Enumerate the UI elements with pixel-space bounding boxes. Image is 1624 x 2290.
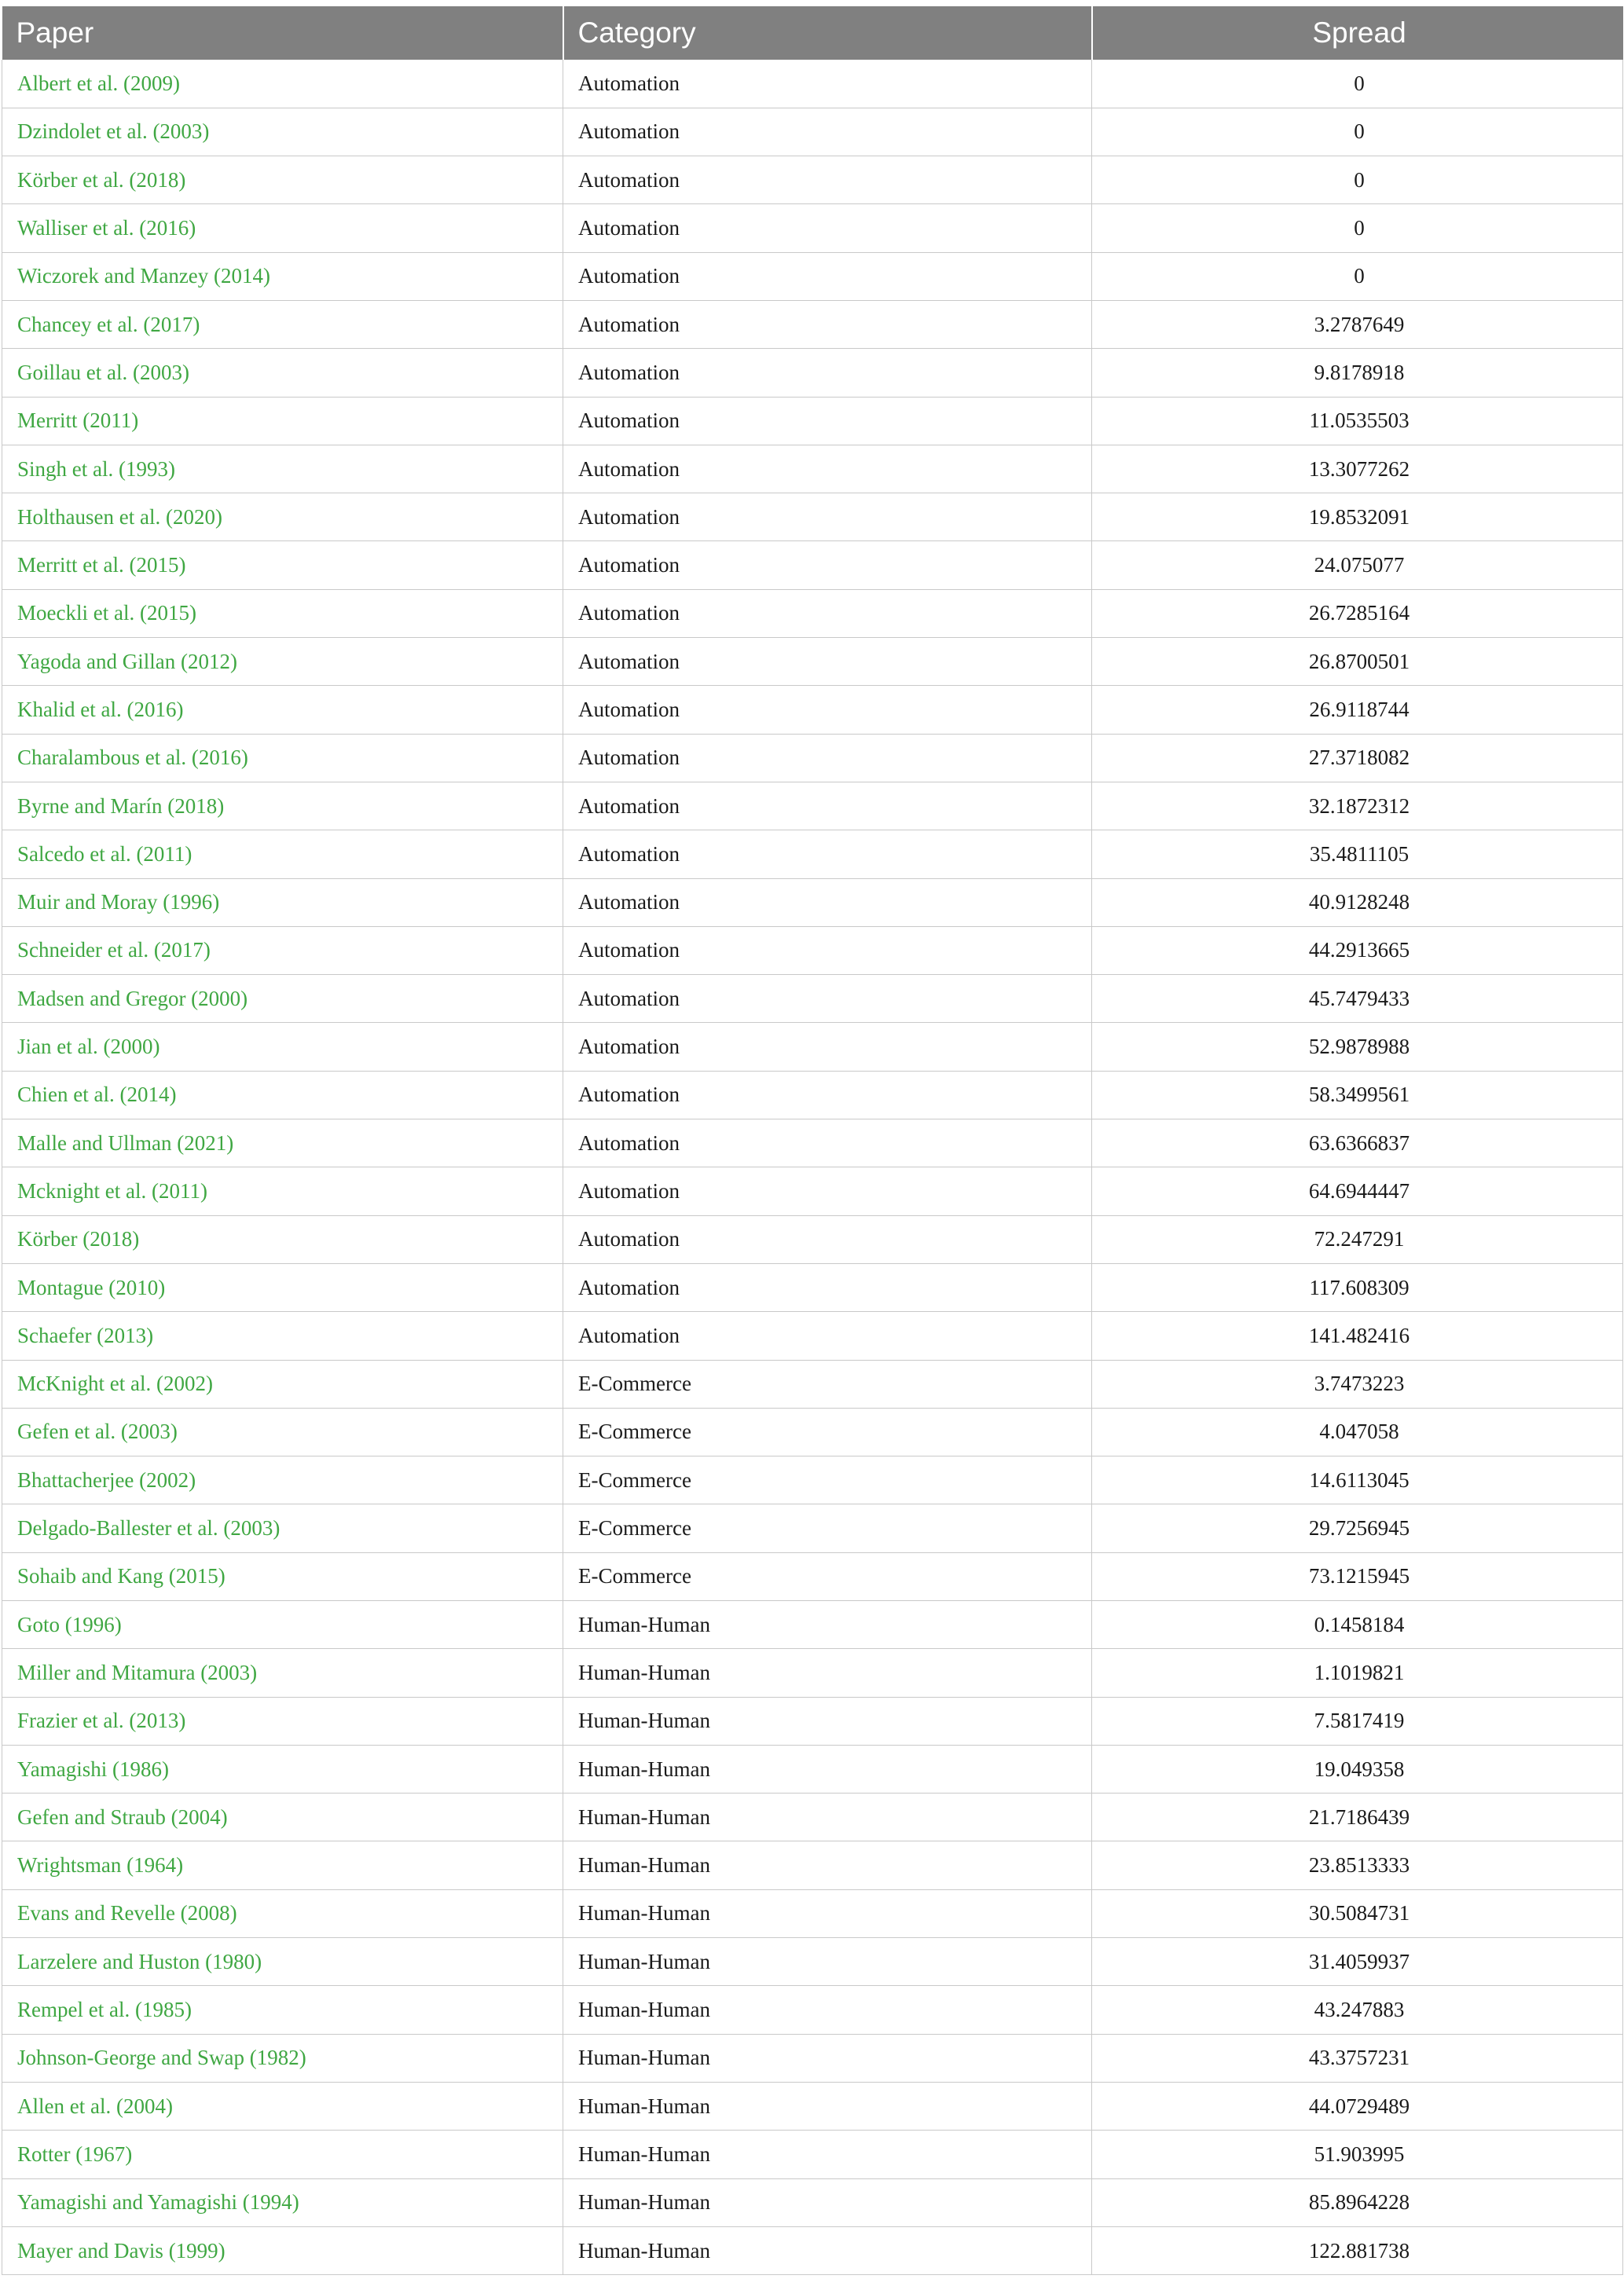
spread-value: 23.8513333 [1092, 1841, 1623, 1889]
category-cell: Automation [563, 108, 1092, 156]
category-cell: Automation [563, 975, 1092, 1023]
spread-value: 19.049358 [1092, 1745, 1623, 1793]
spread-value: 14.6113045 [1092, 1456, 1623, 1504]
spread-value: 58.3499561 [1092, 1071, 1623, 1119]
spread-value: 27.3718082 [1092, 734, 1623, 782]
column-header-category: Category [563, 6, 1092, 60]
paper-link[interactable]: Merritt et al. (2015) [2, 541, 563, 589]
table-row [2, 252, 1623, 300]
category-cell: Automation [563, 686, 1092, 734]
category-cell: Human-Human [563, 1841, 1092, 1889]
table-row [2, 300, 1623, 348]
spread-value: 44.2913665 [1092, 926, 1623, 974]
column-header-paper: Paper [2, 6, 563, 60]
table-row [2, 1408, 1623, 1456]
paper-link[interactable]: Miller and Mitamura (2003) [2, 1649, 563, 1697]
paper-link[interactable]: Frazier et al. (2013) [2, 1697, 563, 1745]
category-cell: Human-Human [563, 2082, 1092, 2130]
spread-value: 9.8178918 [1092, 349, 1623, 397]
table-row [2, 1071, 1623, 1119]
category-cell: Human-Human [563, 2034, 1092, 2082]
category-cell: Automation [563, 493, 1092, 541]
table-row [2, 108, 1623, 156]
spread-value: 40.9128248 [1092, 878, 1623, 926]
table-row [2, 1456, 1623, 1504]
paper-link[interactable]: Holthausen et al. (2020) [2, 493, 563, 541]
paper-link[interactable]: Goillau et al. (2003) [2, 349, 563, 397]
category-cell: Automation [563, 878, 1092, 926]
spread-value: 141.482416 [1092, 1312, 1623, 1360]
table-row [2, 589, 1623, 637]
table-body [2, 60, 1623, 2275]
table-row [2, 926, 1623, 974]
spread-value: 21.7186439 [1092, 1794, 1623, 1841]
table-row [2, 2131, 1623, 2178]
category-cell: Automation [563, 60, 1092, 108]
table-row [2, 349, 1623, 397]
table-row [2, 2034, 1623, 2082]
category-cell: Automation [563, 252, 1092, 300]
table-header [2, 6, 1623, 60]
paper-link[interactable]: Moeckli et al. (2015) [2, 589, 563, 637]
paper-link[interactable]: Madsen and Gregor (2000) [2, 975, 563, 1023]
table-row [2, 60, 1623, 108]
category-cell: Automation [563, 830, 1092, 878]
paper-link[interactable]: Allen et al. (2004) [2, 2082, 563, 2130]
category-cell: Human-Human [563, 1601, 1092, 1649]
table-row [2, 1360, 1623, 1408]
category-cell: Automation [563, 926, 1092, 974]
spread-value: 85.8964228 [1092, 2178, 1623, 2226]
table-row [2, 686, 1623, 734]
table-row [2, 1119, 1623, 1167]
spread-value: 3.7473223 [1092, 1360, 1623, 1408]
table-row [2, 1215, 1623, 1263]
paper-link[interactable]: Salcedo et al. (2011) [2, 830, 563, 878]
category-cell: Human-Human [563, 2226, 1092, 2274]
table-row [2, 2178, 1623, 2226]
spread-value: 63.6366837 [1092, 1119, 1623, 1167]
category-cell: Human-Human [563, 1938, 1092, 1986]
category-cell: Automation [563, 397, 1092, 445]
category-cell: E-Commerce [563, 1408, 1092, 1456]
paper-link[interactable]: Byrne and Marín (2018) [2, 782, 563, 830]
table-row [2, 1986, 1623, 2034]
spread-value: 51.903995 [1092, 2131, 1623, 2178]
category-cell: Automation [563, 156, 1092, 204]
spread-value: 26.8700501 [1092, 638, 1623, 686]
spread-value: 43.247883 [1092, 1986, 1623, 2034]
paper-link[interactable]: Schaefer (2013) [2, 1312, 563, 1360]
table-row [2, 445, 1623, 493]
paper-link[interactable]: Schneider et al. (2017) [2, 926, 563, 974]
spread-value: 0 [1092, 204, 1623, 252]
category-cell: Automation [563, 1263, 1092, 1311]
spread-value: 43.3757231 [1092, 2034, 1623, 2082]
spread-value: 30.5084731 [1092, 1889, 1623, 1937]
paper-link[interactable]: McKnight et al. (2002) [2, 1360, 563, 1408]
category-cell: E-Commerce [563, 1504, 1092, 1552]
category-cell: Human-Human [563, 2131, 1092, 2178]
spread-value: 122.881738 [1092, 2226, 1623, 2274]
table-row [2, 2226, 1623, 2274]
table-row [2, 493, 1623, 541]
table-row [2, 1745, 1623, 1793]
paper-link[interactable]: Sohaib and Kang (2015) [2, 1552, 563, 1600]
spread-value: 0 [1092, 156, 1623, 204]
paper-link[interactable]: Walliser et al. (2016) [2, 204, 563, 252]
category-cell: Human-Human [563, 1745, 1092, 1793]
table-row [2, 1601, 1623, 1649]
table-row [2, 1697, 1623, 1745]
paper-link[interactable]: Gefen and Straub (2004) [2, 1794, 563, 1841]
category-cell: Automation [563, 541, 1092, 589]
spread-value: 64.6944447 [1092, 1167, 1623, 1215]
category-cell: Automation [563, 1071, 1092, 1119]
paper-link[interactable]: Montague (2010) [2, 1263, 563, 1311]
category-cell: Automation [563, 204, 1092, 252]
paper-link[interactable]: Rempel et al. (1985) [2, 1986, 563, 2034]
category-cell: Automation [563, 1167, 1092, 1215]
table-row [2, 397, 1623, 445]
spread-value: 26.7285164 [1092, 589, 1623, 637]
category-cell: Automation [563, 445, 1092, 493]
spread-value: 0 [1092, 252, 1623, 300]
category-cell: Automation [563, 1119, 1092, 1167]
paper-link[interactable]: Wiczorek and Manzey (2014) [2, 252, 563, 300]
spread-value: 24.075077 [1092, 541, 1623, 589]
category-cell: Human-Human [563, 1794, 1092, 1841]
paper-link[interactable]: Körber et al. (2018) [2, 156, 563, 204]
table-row [2, 1649, 1623, 1697]
spread-value: 13.3077262 [1092, 445, 1623, 493]
paper-link[interactable]: Evans and Revelle (2008) [2, 1889, 563, 1937]
paper-link[interactable]: Yamagishi and Yamagishi (1994) [2, 2178, 563, 2226]
spread-value: 0 [1092, 108, 1623, 156]
spread-value: 7.5817419 [1092, 1697, 1623, 1745]
spread-value: 32.1872312 [1092, 782, 1623, 830]
paper-link[interactable]: Malle and Ullman (2021) [2, 1119, 563, 1167]
category-cell: Automation [563, 1215, 1092, 1263]
paper-link[interactable]: Bhattacherjee (2002) [2, 1456, 563, 1504]
paper-link[interactable]: Chancey et al. (2017) [2, 300, 563, 348]
category-cell: E-Commerce [563, 1552, 1092, 1600]
table-row [2, 1841, 1623, 1889]
table-row [2, 156, 1623, 204]
category-cell: Automation [563, 734, 1092, 782]
spread-value: 72.247291 [1092, 1215, 1623, 1263]
spread-value: 31.4059937 [1092, 1938, 1623, 1986]
table-row [2, 1504, 1623, 1552]
spread-value: 52.9878988 [1092, 1023, 1623, 1071]
paper-link[interactable]: Khalid et al. (2016) [2, 686, 563, 734]
paper-link[interactable]: Gefen et al. (2003) [2, 1408, 563, 1456]
header-row [2, 6, 1623, 60]
paper-link[interactable]: Dzindolet et al. (2003) [2, 108, 563, 156]
paper-link[interactable]: Chien et al. (2014) [2, 1071, 563, 1119]
paper-link[interactable]: Rotter (1967) [2, 2131, 563, 2178]
table-row [2, 878, 1623, 926]
paper-link[interactable]: Mcknight et al. (2011) [2, 1167, 563, 1215]
paper-link[interactable]: Albert et al. (2009) [2, 60, 563, 108]
paper-link[interactable]: Mayer and Davis (1999) [2, 2226, 563, 2274]
table-row [2, 1552, 1623, 1600]
table-row [2, 1263, 1623, 1311]
spread-value: 44.0729489 [1092, 2082, 1623, 2130]
table-row [2, 204, 1623, 252]
table-row [2, 638, 1623, 686]
table-row [2, 975, 1623, 1023]
paper-link[interactable]: Singh et al. (1993) [2, 445, 563, 493]
table-row [2, 830, 1623, 878]
spread-value: 73.1215945 [1092, 1552, 1623, 1600]
category-cell: E-Commerce [563, 1360, 1092, 1408]
paper-link[interactable]: Merritt (2011) [2, 397, 563, 445]
category-cell: Automation [563, 300, 1092, 348]
spread-value: 3.2787649 [1092, 300, 1623, 348]
category-cell: Human-Human [563, 2178, 1092, 2226]
paper-link[interactable]: Johnson-George and Swap (1982) [2, 2034, 563, 2082]
spread-value: 117.608309 [1092, 1263, 1623, 1311]
spread-value: 4.047058 [1092, 1408, 1623, 1456]
paper-link[interactable]: Delgado-Ballester et al. (2003) [2, 1504, 563, 1552]
category-cell: Automation [563, 782, 1092, 830]
spread-value: 26.9118744 [1092, 686, 1623, 734]
table-row [2, 1794, 1623, 1841]
paper-link[interactable]: Yamagishi (1986) [2, 1745, 563, 1793]
category-cell: Automation [563, 349, 1092, 397]
table-row [2, 1023, 1623, 1071]
spread-value: 35.4811105 [1092, 830, 1623, 878]
category-cell: Automation [563, 1312, 1092, 1360]
paper-link[interactable]: Charalambous et al. (2016) [2, 734, 563, 782]
category-cell: Human-Human [563, 1697, 1092, 1745]
spread-value: 29.7256945 [1092, 1504, 1623, 1552]
papers-table-container [2, 6, 1622, 2275]
spread-value: 0 [1092, 60, 1623, 108]
papers-table [2, 6, 1623, 2275]
spread-value: 1.1019821 [1092, 1649, 1623, 1697]
spread-value: 0.1458184 [1092, 1601, 1623, 1649]
category-cell: Human-Human [563, 1986, 1092, 2034]
paper-link[interactable]: Jian et al. (2000) [2, 1023, 563, 1071]
column-header-spread: Spread [1092, 6, 1623, 60]
category-cell: Human-Human [563, 1889, 1092, 1937]
category-cell: Automation [563, 638, 1092, 686]
spread-value: 11.0535503 [1092, 397, 1623, 445]
table-row [2, 782, 1623, 830]
table-row [2, 1938, 1623, 1986]
category-cell: Human-Human [563, 1649, 1092, 1697]
table-row [2, 1889, 1623, 1937]
paper-link[interactable]: Muir and Moray (1996) [2, 878, 563, 926]
category-cell: Automation [563, 1023, 1092, 1071]
table-row [2, 541, 1623, 589]
table-row [2, 734, 1623, 782]
paper-link[interactable]: Yagoda and Gillan (2012) [2, 638, 563, 686]
spread-value: 45.7479433 [1092, 975, 1623, 1023]
category-cell: Automation [563, 589, 1092, 637]
paper-link[interactable]: Wrightsman (1964) [2, 1841, 563, 1889]
paper-link[interactable]: Körber (2018) [2, 1215, 563, 1263]
spread-value: 19.8532091 [1092, 493, 1623, 541]
table-row [2, 1312, 1623, 1360]
paper-link[interactable]: Larzelere and Huston (1980) [2, 1938, 563, 1986]
table-row [2, 2082, 1623, 2130]
table-row [2, 1167, 1623, 1215]
category-cell: E-Commerce [563, 1456, 1092, 1504]
paper-link[interactable]: Goto (1996) [2, 1601, 563, 1649]
